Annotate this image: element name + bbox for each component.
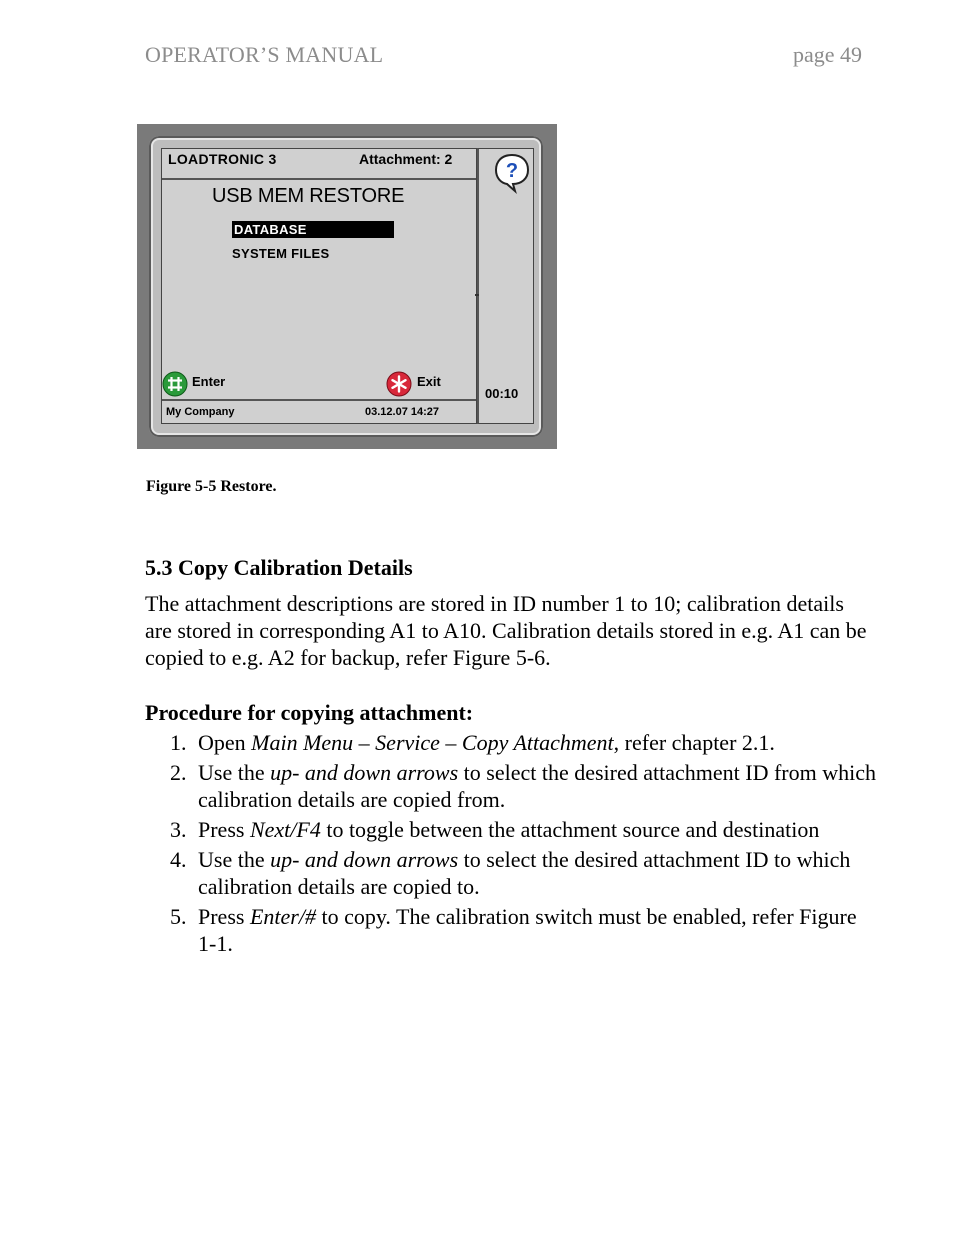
list-item: 5. Press Enter/# to copy. The calibration switch must be enabled, refer Figure 1-1. — [170, 904, 857, 956]
procedure-steps — [160, 729, 880, 960]
list-item: 4. Use the up- and down arrows to select the desired attachment ID to which calibration details are copied to. — [170, 847, 851, 899]
running-header-title: OPERATOR’S MANUAL — [145, 42, 384, 67]
list-item: 1. Open Main Menu – Service – Copy Attachment, refer chapter 2.1. — [170, 730, 775, 755]
section-paragraph: The attachment descriptions are stored in ID number 1 to 10; calibration details are stored in corresponding A1 to A10. Calibration details stored in e.g. A1 can be copied to e.g. A2 for backup, refer Figure 5-6. — [145, 591, 867, 670]
menu-item-database[interactable]: DATABASE — [232, 221, 394, 238]
menu-item-system-files[interactable]: SYSTEM FILES — [232, 246, 330, 261]
page-number: page 49 — [793, 42, 863, 67]
hash-icon[interactable] — [162, 371, 188, 397]
device-screenshot — [137, 124, 557, 449]
list-item: 2. Use the up- and down arrows to select the desired attachment ID from which calibration details are copied from. — [170, 760, 876, 812]
enter-label: Enter — [192, 374, 226, 389]
timer: 00:10 — [485, 386, 519, 401]
list-item: 3. Press Next/F4 to toggle between the attachment source and destination — [170, 817, 820, 842]
date-time: 03.12.07 14:27 — [365, 406, 440, 418]
procedure-title: Procedure for copying attachment: — [145, 700, 474, 725]
device-screen — [161, 148, 477, 424]
exit-label: Exit — [417, 374, 441, 389]
question-icon[interactable] — [493, 152, 531, 194]
screen-divider-bottom — [162, 399, 476, 401]
attachment-indicator: Attachment: 2 — [359, 151, 453, 167]
section-title: 5.3 Copy Calibration Details — [145, 555, 413, 580]
screen-heading: USB MEM RESTORE — [212, 185, 405, 207]
company-name: My Company — [166, 406, 235, 418]
screen-divider-top — [162, 178, 476, 180]
panel-tick — [475, 294, 479, 296]
device-side-panel — [477, 148, 534, 424]
figure-caption: Figure 5-5 Restore. — [146, 478, 277, 495]
device-title: LOADTRONIC 3 — [168, 151, 277, 167]
svg-text:?: ? — [505, 160, 519, 182]
asterisk-icon[interactable] — [386, 371, 412, 397]
